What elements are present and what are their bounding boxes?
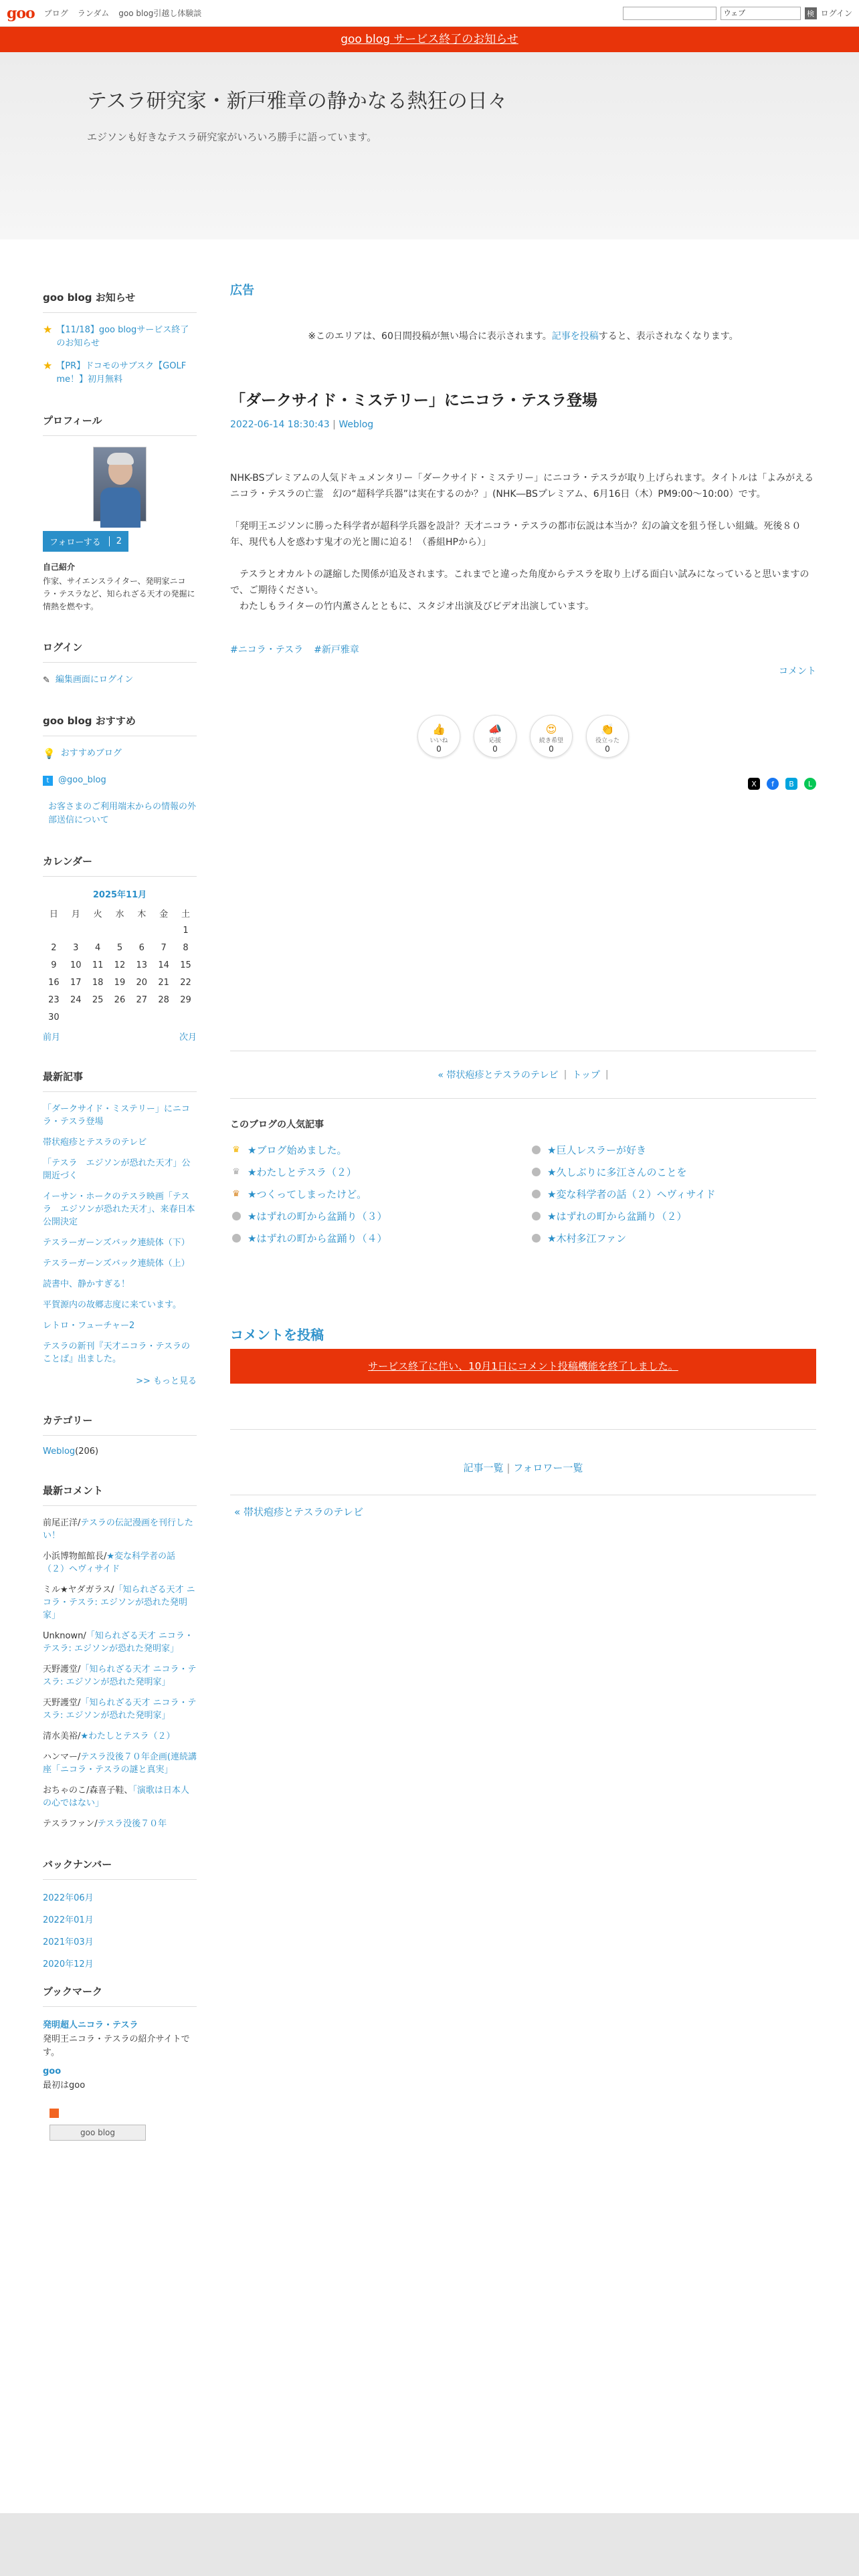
comment-author: 天野護堂/ bbox=[43, 1698, 81, 1708]
follow-label: フォローする bbox=[50, 538, 101, 548]
login-section bbox=[43, 640, 197, 687]
recent-article-link[interactable]: テスラの新刊『天才ニコラ・テスラのことば』出ました。 bbox=[43, 1341, 190, 1364]
sidebar bbox=[43, 290, 197, 2167]
profile-heading: プロフィール bbox=[43, 413, 197, 436]
comment-link[interactable]: コメント bbox=[779, 666, 816, 677]
news-section bbox=[43, 290, 197, 387]
calendar-next-link[interactable]: 次月 bbox=[179, 1033, 197, 1043]
meta-separator: | bbox=[332, 419, 336, 430]
calendar-day: 20 bbox=[136, 977, 148, 988]
calendar-day: 21 bbox=[158, 977, 169, 988]
backnumber-link[interactable]: 2020年12月 bbox=[43, 1959, 94, 1969]
top-link[interactable]: トップ bbox=[572, 1070, 600, 1081]
weekday-tue: 火 bbox=[93, 909, 102, 920]
profile-photo bbox=[93, 447, 147, 522]
lightbulb-icon: 💡 bbox=[43, 748, 56, 760]
calendar-day bbox=[87, 1008, 109, 1026]
article-date[interactable]: 2022-06-14 18:30:43 bbox=[230, 419, 330, 430]
post-comment-heading: コメントを投稿 bbox=[230, 1327, 324, 1343]
reaction-count: 0 bbox=[549, 744, 554, 754]
ad-note-text-after: すると、表示されなくなります。 bbox=[598, 331, 739, 342]
top-bar bbox=[0, 0, 859, 27]
comment-article-link[interactable]: ★わたしとテスラ（２） bbox=[80, 1731, 175, 1741]
backnumber-list[interactable] bbox=[43, 1891, 197, 1969]
article-category[interactable]: Weblog bbox=[339, 419, 374, 430]
comments-heading: 最新コメント bbox=[43, 1483, 197, 1506]
star-icon: ★ bbox=[43, 359, 53, 372]
category-section bbox=[43, 1413, 197, 1457]
calendar-week bbox=[43, 956, 197, 974]
search-input[interactable] bbox=[623, 7, 717, 20]
recent-article-link[interactable]: 帯状疱疹とテスラのテレビ bbox=[43, 1138, 147, 1148]
calendar-day: 17 bbox=[70, 977, 82, 988]
calendar-day: 6 bbox=[138, 942, 145, 953]
backnumber-link[interactable]: 2022年01月 bbox=[43, 1915, 94, 1925]
popular-article-link[interactable] bbox=[530, 1231, 816, 1245]
calendar-day: 11 bbox=[92, 960, 104, 970]
calendar-prev-link[interactable]: 前月 bbox=[43, 1033, 61, 1043]
entry-links bbox=[230, 1429, 816, 1495]
comment-article-link[interactable]: テスラの伝記漫画を刊行したい！ bbox=[43, 1518, 193, 1541]
recent-article-link[interactable]: テスラーガーンズバック連続体（上） bbox=[43, 1259, 190, 1269]
profile-intro-heading: 自己紹介 bbox=[43, 562, 76, 572]
top-link-migration[interactable]: goo blog引越し体験談 bbox=[118, 9, 202, 18]
reaction-count: 0 bbox=[605, 744, 610, 754]
weekday-mon: 月 bbox=[71, 909, 80, 920]
dot-icon bbox=[230, 1212, 242, 1221]
ad-note-text: ※このエリアは、60日間投稿が無い場合に表示されます。 bbox=[308, 331, 552, 342]
calendar-day bbox=[153, 922, 175, 939]
rss-icon[interactable] bbox=[50, 2109, 59, 2118]
calendar-week bbox=[43, 1008, 197, 1026]
calendar-day: 26 bbox=[114, 994, 126, 1005]
comment-author: 小浜博物館館長/ bbox=[43, 1551, 107, 1562]
news-item-label[interactable]: 【11/18】goo blogサービス終了のお知らせ bbox=[56, 325, 189, 348]
comment-article-link[interactable]: 「知られざる天才 ニコラ・テスラ: エジソンが恐れた発明家」 bbox=[43, 1665, 197, 1687]
star-icon: ★ bbox=[43, 323, 53, 336]
more-recent-link[interactable]: >> もっと見る bbox=[136, 1376, 197, 1386]
clap-icon: 👏 bbox=[601, 723, 614, 736]
bookmark-link[interactable]: goo bbox=[43, 2066, 62, 2076]
recommend-blog-link[interactable] bbox=[43, 747, 197, 760]
dot-icon bbox=[530, 1190, 542, 1199]
calendar-day: 2 bbox=[51, 942, 57, 953]
comment-author: ミル★ヤダガラス/ bbox=[43, 1585, 114, 1595]
comments-section bbox=[43, 1483, 197, 1830]
weekday-thu: 木 bbox=[137, 909, 147, 920]
recommend-blog-label[interactable]: おすすめブログ bbox=[60, 748, 122, 758]
bookmark-desc: 発明王ニコラ・テスラの紹介サイトです。 bbox=[43, 2034, 190, 2058]
weekday-sun: 日 bbox=[49, 909, 58, 920]
calendar-nav bbox=[43, 1030, 197, 1043]
comment-article-link[interactable]: 「知られざる天才 ニコラ・テスラ: エジソンが恐れた発明家」 bbox=[43, 1631, 193, 1654]
silver-crown-icon: ♛ bbox=[232, 1166, 240, 1177]
megaphone-icon: 📣 bbox=[488, 723, 502, 736]
calendar-day: 24 bbox=[70, 994, 82, 1005]
popular-article-link[interactable] bbox=[230, 1231, 516, 1245]
facebook-share-icon[interactable]: f bbox=[767, 778, 779, 790]
popular-article-link[interactable] bbox=[230, 1209, 516, 1223]
comment-item bbox=[43, 1784, 197, 1810]
calendar-days bbox=[43, 922, 197, 1026]
calendar-day bbox=[130, 1008, 153, 1026]
reaction-more-button[interactable] bbox=[530, 715, 573, 758]
article-title[interactable]: 「ダークサイド・ミステリー」にニコラ・テスラ登場 bbox=[230, 392, 598, 409]
calendar-day: 13 bbox=[136, 960, 148, 970]
recent-article-link[interactable]: 平賀源内の故郷志度に来ています。 bbox=[43, 1300, 181, 1310]
calendar-day: 25 bbox=[92, 994, 104, 1005]
calendar-day: 8 bbox=[183, 942, 189, 953]
popular-article-link[interactable] bbox=[530, 1165, 816, 1179]
reaction-count: 0 bbox=[492, 744, 498, 754]
reaction-label: 続き希望 bbox=[539, 738, 563, 744]
comment-author: ハンマー/ bbox=[43, 1752, 81, 1762]
post-article-link[interactable]: 記事を投稿 bbox=[551, 331, 599, 342]
thumbs-up-icon: 👍 bbox=[432, 723, 446, 736]
comment-author: 清水美裕/ bbox=[43, 1731, 81, 1741]
dot-icon bbox=[530, 1234, 542, 1243]
calendar-day: 14 bbox=[158, 960, 169, 970]
comment-article-link[interactable]: テスラ没後７０年企画(連続講座「ニコラ・テスラの謎と真実」 bbox=[43, 1752, 197, 1775]
comment-article-link[interactable]: 「演歌は日本人の心ではない」 bbox=[43, 1786, 189, 1808]
comment-author: 前尾正洋/ bbox=[43, 1518, 81, 1528]
category-count: (206) bbox=[75, 1446, 99, 1457]
popular-article-title[interactable]: ★木村多江ファン bbox=[547, 1232, 627, 1245]
calendar-day: 29 bbox=[180, 994, 191, 1005]
popular-heading: このブログの人気記事 bbox=[230, 1119, 324, 1130]
calendar-day: 7 bbox=[161, 942, 167, 953]
recent-article-link[interactable]: 「ダークサイド・ミステリー」にニコラ・テスラ登場 bbox=[43, 1104, 190, 1127]
hatena-share-icon[interactable]: B bbox=[785, 778, 797, 790]
reaction-like-button[interactable] bbox=[417, 715, 460, 758]
calendar-day: 16 bbox=[48, 977, 60, 988]
calendar-day bbox=[87, 922, 109, 939]
comment-item bbox=[43, 1697, 197, 1722]
bookmark-link[interactable]: 発明超人ニコラ・テスラ bbox=[43, 2020, 138, 2030]
x-share-icon[interactable]: X bbox=[748, 778, 760, 790]
comment-item bbox=[43, 1517, 197, 1542]
main-column bbox=[230, 281, 816, 1519]
bookmark-section bbox=[43, 1984, 197, 2141]
recommend-section bbox=[43, 714, 197, 827]
popular-article-link[interactable] bbox=[530, 1187, 816, 1201]
external-transmission-link[interactable]: お客さまのご利用端末からの情報の外部送信について bbox=[48, 802, 197, 825]
dot-icon bbox=[530, 1146, 542, 1155]
popular-article-link[interactable] bbox=[230, 1187, 516, 1201]
goo-logo[interactable]: goo bbox=[7, 4, 35, 22]
comment-article-link[interactable]: 「知られざる天才 ニコラ・テスラ: エジソンが恐れた発明家」 bbox=[43, 1698, 197, 1721]
top-link-blog[interactable]: ブログ bbox=[43, 9, 68, 18]
heart-eyes-icon: 😍 bbox=[545, 723, 557, 736]
nav-separator: | bbox=[605, 1069, 609, 1080]
reaction-label: いいね bbox=[430, 738, 448, 744]
calendar-week bbox=[43, 922, 197, 939]
comment-author: 天野護堂/ bbox=[43, 1665, 81, 1675]
article-nav bbox=[230, 1051, 816, 1099]
calendar-day: 10 bbox=[70, 960, 82, 970]
calendar-day: 23 bbox=[48, 994, 60, 1005]
recent-section bbox=[43, 1069, 197, 1386]
calendar-week bbox=[43, 991, 197, 1008]
popular-article-link[interactable] bbox=[530, 1209, 816, 1223]
blog-description: エジソンも好きなテスラ研究家がいろいろ勝手に語っています。 bbox=[87, 131, 377, 143]
popular-article-link[interactable] bbox=[230, 1143, 516, 1157]
blog-header bbox=[0, 52, 859, 239]
ad-heading: 広告 bbox=[230, 284, 254, 298]
pencil-icon: ✎ bbox=[43, 675, 50, 685]
calendar-day: 18 bbox=[92, 977, 104, 988]
bronze-crown-icon: ♛ bbox=[232, 1188, 240, 1199]
blog-title[interactable]: テスラ研究家・新戸雅章の静かなる熱狂の日々 bbox=[87, 90, 508, 113]
calendar-day: 1 bbox=[183, 925, 189, 936]
calendar-day bbox=[175, 1008, 197, 1026]
calendar-day: 22 bbox=[180, 977, 191, 988]
news-item[interactable] bbox=[43, 324, 197, 350]
reaction-helpful-button[interactable] bbox=[586, 715, 629, 758]
popular-articles bbox=[230, 1143, 816, 1245]
calendar-week bbox=[43, 939, 197, 956]
reaction-buttons bbox=[230, 715, 816, 758]
article-paragraph: 「発明王エジソンに勝った科学者が超科学兵器を設計？天才ニコラ・テスラの都市伝説は本当か？幻の論文を狙う怪しい組織。死後８０年、現代も人を惑わす鬼才の光と闇に迫る！（番組HPから）」 bbox=[230, 521, 801, 548]
calendar-day bbox=[109, 1008, 131, 1026]
search-scope-select[interactable]: ウェブ bbox=[721, 7, 801, 20]
comment-author: おちゃのこ/森喜子鞋、 bbox=[43, 1786, 133, 1796]
reaction-cheer-button[interactable] bbox=[474, 715, 516, 758]
comment-item bbox=[43, 1630, 197, 1655]
top-link-random[interactable]: ランダム bbox=[77, 9, 110, 18]
comment-article-link[interactable]: ★変な科学者の話（２）ヘヴィサイド bbox=[43, 1551, 176, 1574]
footer bbox=[0, 2513, 859, 2576]
profile-section bbox=[43, 413, 197, 613]
calendar-day: 12 bbox=[114, 960, 126, 970]
calendar-table bbox=[43, 904, 197, 1026]
twitter-label[interactable]: @goo_blog bbox=[58, 775, 106, 785]
calendar-day bbox=[130, 922, 153, 939]
twitter-icon: t bbox=[43, 776, 53, 786]
calendar-day bbox=[153, 1008, 175, 1026]
dot-icon bbox=[530, 1168, 542, 1177]
popular-article-title[interactable]: ★つくってしまったけど。 bbox=[248, 1188, 367, 1200]
calendar-day bbox=[65, 922, 87, 939]
popular-article-link[interactable] bbox=[230, 1165, 516, 1179]
article-paragraph: テスラとオカルトの謎縮した関係が追及されます。これまでと違った角度からテスラを取り上げる面白い試みになっていると思いますので、ご期待ください。 わたしもライターの竹内薫さんとともに、スタジオ出演及びビデオ出演しています。 bbox=[230, 569, 809, 612]
comment-item bbox=[43, 1550, 197, 1576]
popular-article-title[interactable]: ★巨人レスラーが好き bbox=[547, 1144, 646, 1156]
login-link[interactable]: ログイン bbox=[820, 9, 852, 18]
news-item[interactable] bbox=[43, 360, 197, 387]
calendar-day: 30 bbox=[48, 1012, 60, 1023]
article-paragraph: NHK-BSプレミアムの人気ドキュメンタリー「ダークサイド・ミステリー」にニコラ・テスラが取り上げられます。タイトルは「よみがえるニコラ・テスラの亡霊 幻の“超科学兵器”は実在するのか？」(NHK―BSプレミアム、6月16日（木）PM9:00〜10:00）です。 bbox=[230, 473, 814, 500]
popular-article-link[interactable] bbox=[530, 1143, 816, 1157]
twitter-link[interactable] bbox=[43, 774, 197, 787]
edit-login-link[interactable] bbox=[43, 673, 197, 687]
calendar-day: 28 bbox=[158, 994, 169, 1005]
weekday-fri: 金 bbox=[159, 909, 169, 920]
reaction-count: 0 bbox=[436, 744, 442, 754]
comment-item bbox=[43, 1818, 197, 1830]
calendar-heading: カレンダー bbox=[43, 854, 197, 877]
news-item-label[interactable]: 【PR】ドコモのサブスク【GOLF me！】初月無料 bbox=[56, 361, 187, 385]
service-end-notice[interactable]: goo blog サービス終了のお知らせ bbox=[0, 27, 859, 52]
popular-article-title[interactable]: ★はずれの町から盆踊り（２） bbox=[547, 1210, 687, 1222]
gold-crown-icon: ♛ bbox=[232, 1144, 240, 1155]
backnumber-link[interactable]: 2021年03月 bbox=[43, 1937, 94, 1947]
popular-article-title[interactable]: ★はずれの町から盆踊り（４） bbox=[248, 1232, 387, 1245]
calendar-day: 9 bbox=[51, 960, 57, 970]
calendar-day: 5 bbox=[116, 942, 123, 953]
reaction-label: 役立った bbox=[595, 738, 619, 744]
popular-article-title[interactable]: ★変な科学者の話（２）ヘヴィサイド bbox=[547, 1188, 716, 1200]
share-buttons bbox=[230, 778, 816, 790]
calendar-section bbox=[43, 854, 197, 1043]
article-list-link[interactable]: 記事一覧 bbox=[463, 1462, 504, 1474]
prev-article-link[interactable]: « 帯状疱疹とテスラのテレビ bbox=[438, 1070, 559, 1081]
tag-link[interactable]: #新戸雅章 bbox=[314, 645, 359, 655]
page-content bbox=[0, 239, 859, 2513]
comment-item bbox=[43, 1751, 197, 1776]
comment-item bbox=[43, 1730, 197, 1743]
calendar-day bbox=[43, 922, 65, 939]
weekday-wed: 水 bbox=[115, 909, 124, 920]
comment-article-link[interactable]: テスラ没後７０年 bbox=[97, 1819, 167, 1829]
recent-article-link[interactable]: イーサン・ホークのテスラ映画「テスラ エジソンが恐れた天才」、来春日本公開決定 bbox=[43, 1192, 195, 1227]
popular-article-title[interactable]: ★久しぶりに多江さんのことを bbox=[547, 1166, 687, 1178]
backnumber-heading: バックナンバー bbox=[43, 1857, 197, 1880]
dot-icon bbox=[230, 1234, 242, 1243]
calendar-day: 4 bbox=[94, 942, 101, 953]
bookmark-heading: ブックマーク bbox=[43, 1984, 197, 2007]
line-share-icon[interactable]: L bbox=[804, 778, 816, 790]
recent-heading: 最新記事 bbox=[43, 1069, 197, 1092]
comment-article-link[interactable]: 「知られざる天才 ニコラ・テスラ: エジソンが恐れた発明家」 bbox=[43, 1585, 195, 1620]
recent-article-link[interactable]: テスラーガーンズバック連続体（下） bbox=[43, 1238, 190, 1248]
calendar-day bbox=[65, 1008, 87, 1026]
recommend-heading: goo blog おすすめ bbox=[43, 714, 197, 736]
reaction-label: 応援 bbox=[488, 738, 501, 744]
category-link[interactable]: Weblog bbox=[43, 1446, 76, 1457]
backnumber-section bbox=[43, 1857, 197, 1969]
profile-intro-text: 作家、サイエンスライター、発明家ニコラ・テスラなど、知られざる天才の発掘に情熱を燃やす。 bbox=[43, 576, 195, 611]
nav-separator: | bbox=[563, 1069, 567, 1080]
article-meta bbox=[230, 419, 816, 430]
calendar-week bbox=[43, 974, 197, 991]
popular-article-title[interactable]: ★わたしとテスラ（２） bbox=[248, 1166, 357, 1178]
weekday-sat: 土 bbox=[181, 909, 191, 920]
calendar-day: 27 bbox=[136, 994, 148, 1005]
recent-article-link[interactable]: 「テスラ エジソンが恐れた天才」公開近づく bbox=[43, 1158, 191, 1181]
comment-item bbox=[43, 1663, 197, 1689]
calendar-day: 19 bbox=[114, 977, 126, 988]
goo-blog-badge[interactable]: goo blog bbox=[50, 2125, 146, 2141]
follow-button[interactable] bbox=[43, 531, 128, 552]
calendar-day bbox=[109, 922, 131, 939]
popular-article-title[interactable]: ★はずれの町から盆踊り（３） bbox=[248, 1210, 387, 1222]
calendar-day: 3 bbox=[73, 942, 79, 953]
news-heading: goo blog お知らせ bbox=[43, 290, 197, 313]
bookmark-desc: 最初はgoo bbox=[43, 2080, 86, 2090]
recent-article-link[interactable]: 読書中、静かすぎる！ bbox=[43, 1279, 130, 1289]
edit-login-label[interactable]: 編集画面にログイン bbox=[55, 675, 134, 685]
ad-note bbox=[230, 329, 816, 342]
entry-separator: | bbox=[506, 1462, 514, 1474]
category-heading: カテゴリー bbox=[43, 1413, 197, 1436]
search-button[interactable]: 検 bbox=[805, 7, 817, 19]
calendar-month[interactable]: 2025年11月 bbox=[92, 890, 147, 900]
comment-closed-notice[interactable]: サービス終了に伴い、10月1日にコメント投稿機能を終了しました。 bbox=[230, 1349, 816, 1384]
popular-article-title[interactable]: ★ブログ始めました。 bbox=[248, 1144, 347, 1156]
calendar-day: 15 bbox=[180, 960, 191, 970]
recent-article-link[interactable]: レトロ・フューチャー2 bbox=[43, 1321, 135, 1331]
comment-author: テスラファン/ bbox=[43, 1819, 98, 1829]
comment-item bbox=[43, 1584, 197, 1622]
follower-list-link[interactable]: フォロワー一覧 bbox=[513, 1462, 583, 1474]
login-heading: ログイン bbox=[43, 640, 197, 663]
article-tags bbox=[230, 643, 816, 656]
backnumber-link[interactable]: 2022年06月 bbox=[43, 1893, 94, 1903]
follow-count: 2 bbox=[109, 536, 122, 546]
dot-icon bbox=[530, 1212, 542, 1221]
prev-article-bottom-link[interactable]: « 帯状疱疹とテスラのテレビ bbox=[234, 1506, 364, 1518]
comment-author: Unknown/ bbox=[43, 1631, 86, 1641]
top-search-area bbox=[623, 7, 852, 20]
tag-link[interactable]: #ニコラ・テスラ bbox=[230, 645, 304, 655]
category-item bbox=[43, 1446, 197, 1457]
